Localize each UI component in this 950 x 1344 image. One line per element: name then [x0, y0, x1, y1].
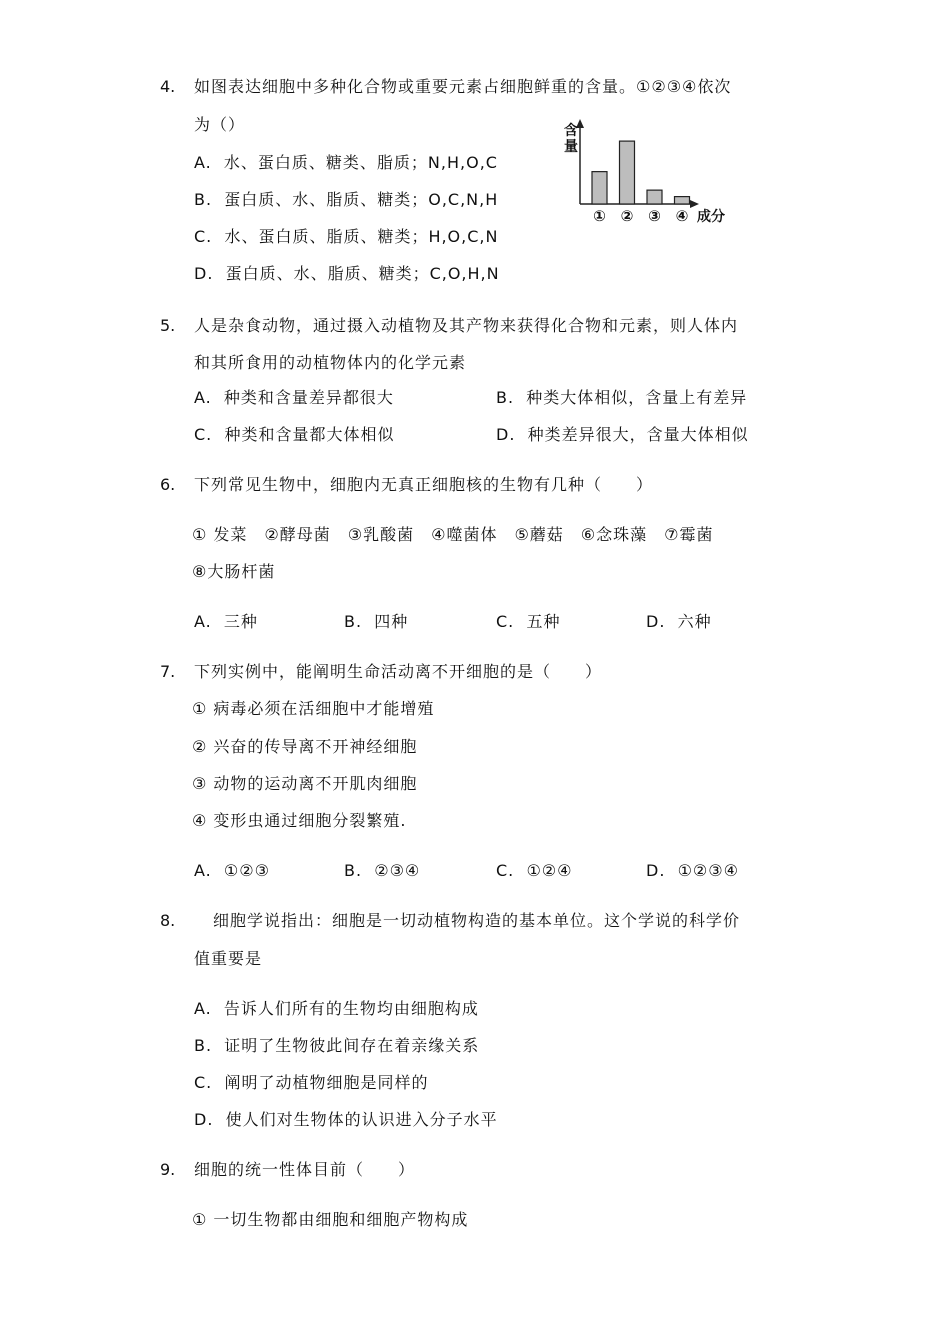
q5-option-a-text: 种类和含量差异都很大	[223, 388, 394, 407]
q7-item-4: ④ 变形虫通过细胞分裂繁殖.	[192, 811, 407, 830]
q8-option-c-text: 阐明了动植物细胞是同样的	[224, 1073, 429, 1092]
q9-item-1: ① 一切生物都由细胞和细胞产物构成	[192, 1210, 469, 1229]
q7-item-3: ③ 动物的运动离不开肌肉细胞	[192, 774, 418, 793]
chart-bars	[592, 141, 690, 204]
chart-bar-3	[647, 190, 662, 204]
q4-stem-line1: 如图表达细胞中多种化合物或重要元素占细胞鲜重的含量。①②③④依次	[194, 77, 732, 96]
q6-option-b-letter: B.	[344, 612, 363, 631]
q6-option-d	[646, 611, 712, 633]
q6-option-c-text: 五种	[526, 612, 561, 631]
q7-option-c-text: ①②④	[526, 861, 573, 880]
q5-option-d-text: 种类差异很大，含量大体相似	[527, 425, 749, 444]
chart-category-label-1: ①	[593, 207, 606, 225]
q8-option-d-letter: D.	[194, 1110, 214, 1129]
q7-option-c-letter: C.	[496, 861, 515, 880]
q4-option-a-letter: A.	[194, 153, 212, 172]
q8-option-c	[194, 1072, 428, 1094]
q5-option-b	[496, 387, 747, 409]
q6-items-line1: ① 发菜 ②酵母菌 ③乳酸菌 ④噬菌体 ⑤蘑菇 ⑥念珠藻 ⑦霉菌	[192, 525, 714, 544]
q4-option-d-text: 蛋白质、水、脂质、糖类；C,O,H,N	[225, 264, 500, 283]
q7-option-b-letter: B.	[344, 861, 363, 880]
q8-number: 8.	[160, 911, 176, 930]
chart-category-label-4: ④	[675, 207, 689, 225]
q7-option-a-letter: A.	[194, 861, 212, 880]
q4-stem-line2: 为（）	[194, 115, 246, 134]
q5-option-b-letter: B.	[496, 388, 515, 407]
chart-labels	[564, 122, 725, 225]
q4-option-c-text: 水、蛋白质、脂质、糖类；H,O,C,N	[224, 227, 499, 246]
chart-bar-1	[592, 172, 607, 204]
q7-option-a-text: ①②③	[223, 861, 270, 880]
q4-option-b-text: 蛋白质、水、脂质、糖类；O,C,N,H	[224, 190, 499, 209]
q4-option-a	[194, 152, 498, 174]
q6-option-b-text: 四种	[374, 612, 409, 631]
q4-option-d-letter: D.	[194, 264, 214, 283]
q5-option-a-letter: A.	[194, 388, 212, 407]
q4-option-d	[194, 263, 500, 285]
x-axis-label: 成分	[697, 209, 725, 225]
q8-stem-line2: 值重要是	[194, 949, 263, 968]
q4-bar-chart	[548, 118, 738, 228]
q4-option-b	[194, 189, 498, 211]
q8-option-b-letter: B.	[194, 1036, 213, 1055]
chart-category-label-3: ③	[648, 207, 661, 225]
q8-option-a	[194, 998, 479, 1020]
chart-category-label-2: ②	[620, 207, 634, 225]
q5-stem-line1: 人是杂食动物，通过摄入动植物及其产物来获得化合物和元素，则人体内	[194, 316, 739, 335]
q7-stem-line1: 下列实例中，能阐明生命活动离不开细胞的是（ ）	[194, 662, 603, 681]
q4-number: 4.	[160, 77, 176, 96]
q8-option-a-letter: A.	[194, 999, 212, 1018]
q7-option-b	[344, 860, 420, 882]
q7-option-a	[194, 860, 270, 882]
q7-item-1: ① 病毒必须在活细胞中才能增殖	[192, 699, 435, 718]
q6-option-a	[194, 611, 258, 633]
x-axis-arrow-icon	[690, 200, 699, 208]
q7-number: 7.	[160, 662, 176, 681]
q8-option-b-text: 证明了生物彼此间存在着亲缘关系	[224, 1036, 480, 1055]
q5-option-b-text: 种类大体相似，含量上有差异	[526, 388, 748, 407]
q6-option-d-letter: D.	[646, 612, 666, 631]
q9-stem-line1: 细胞的统一性体目前（ ）	[194, 1160, 416, 1179]
y-axis-label: 含量	[564, 123, 578, 155]
q9-number: 9.	[160, 1160, 176, 1179]
q6-option-a-letter: A.	[194, 612, 212, 631]
q5-option-c-letter: C.	[194, 425, 213, 444]
q6-option-d-text: 六种	[677, 612, 712, 631]
q7-item-2: ② 兴奋的传导离不开神经细胞	[192, 737, 418, 756]
q6-items-line2: ⑧大肠杆菌	[192, 562, 276, 581]
q8-option-a-text: 告诉人们所有的生物均由细胞构成	[223, 999, 479, 1018]
q6-option-c-letter: C.	[496, 612, 515, 631]
q8-option-c-letter: C.	[194, 1073, 213, 1092]
q6-option-c	[496, 611, 560, 633]
q8-stem-line1: 细胞学说指出：细胞是一切动植物构造的基本单位。这个学说的科学价	[213, 911, 741, 930]
q4-option-a-text: 水、蛋白质、糖类、脂质；N,H,O,C	[223, 153, 498, 172]
q5-option-c-text: 种类和含量都大体相似	[224, 425, 395, 444]
q5-option-d-letter: D.	[496, 425, 516, 444]
q7-option-c	[496, 860, 572, 882]
q6-number: 6.	[160, 475, 176, 494]
q6-stem-line1: 下列常见生物中，细胞内无真正细胞核的生物有几种（ ）	[194, 475, 654, 494]
q8-option-d	[194, 1109, 498, 1131]
q7-option-d	[646, 860, 739, 882]
q5-number: 5.	[160, 316, 176, 335]
q5-option-d	[496, 424, 749, 446]
q5-stem-line2: 和其所食用的动植物体内的化学元素	[194, 353, 467, 372]
q5-option-c	[194, 424, 394, 446]
q8-option-d-text: 使人们对生物体的认识进入分子水平	[225, 1110, 498, 1129]
q8-option-b	[194, 1035, 479, 1057]
chart-bar-2	[620, 141, 635, 204]
q4-option-c	[194, 226, 498, 248]
q7-option-d-text: ①②③④	[677, 861, 739, 880]
q7-option-d-letter: D.	[646, 861, 666, 880]
q5-option-a	[194, 387, 394, 409]
q7-option-b-text: ②③④	[374, 861, 421, 880]
q6-option-b	[344, 611, 408, 633]
q4-option-c-letter: C.	[194, 227, 213, 246]
chart-bar-4	[675, 197, 690, 204]
q6-option-a-text: 三种	[223, 612, 258, 631]
q4-option-b-letter: B.	[194, 190, 213, 209]
